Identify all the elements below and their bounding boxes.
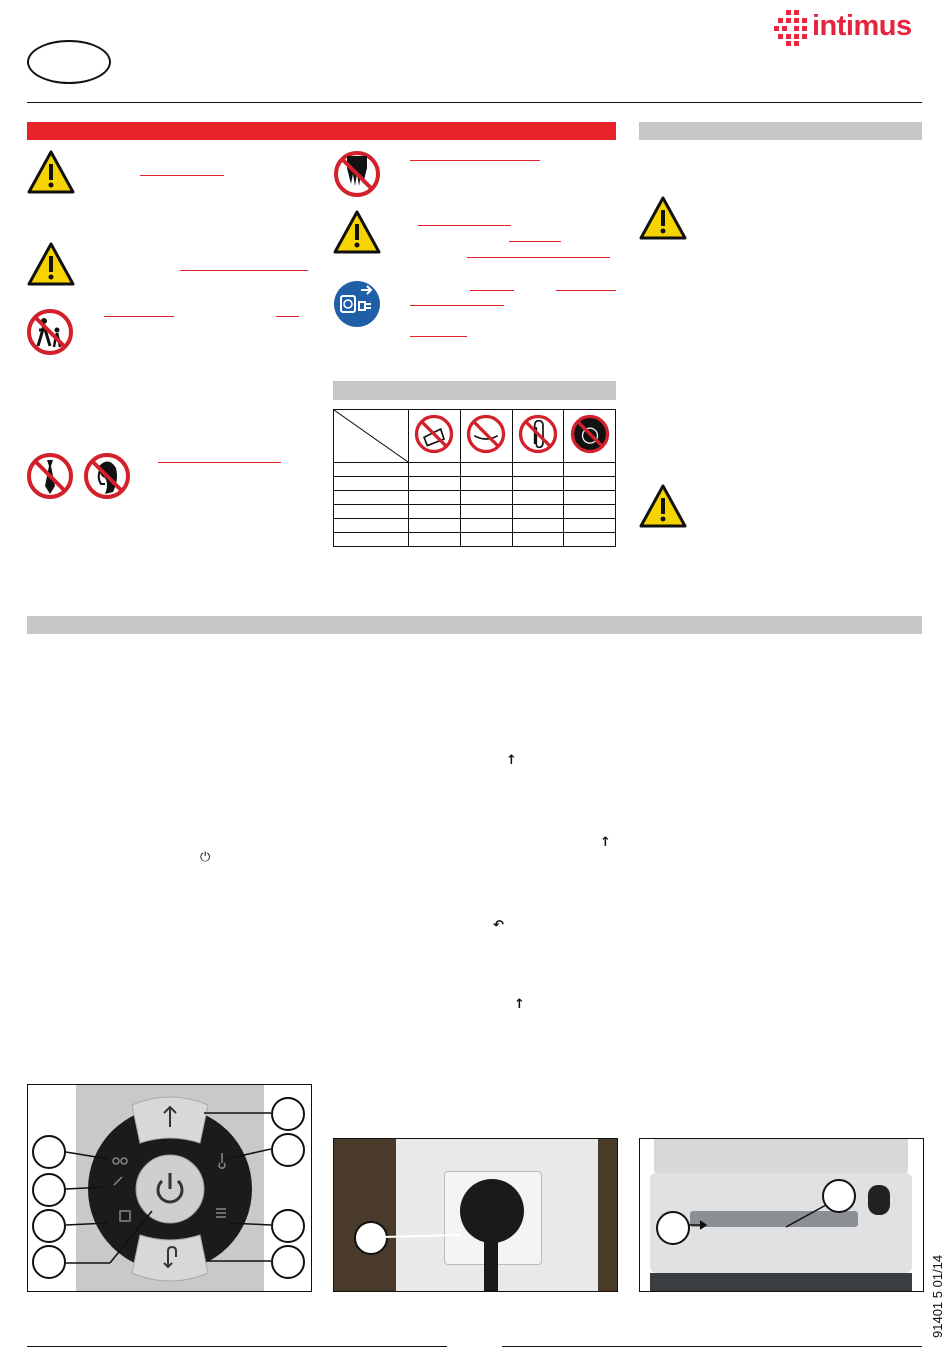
- link-underline: [470, 290, 514, 291]
- link-underline: [410, 160, 540, 161]
- reverse-icon: ↶: [493, 918, 504, 933]
- table-cell: [334, 519, 409, 533]
- no-tie-icon: [26, 452, 74, 500]
- header-rule: [27, 102, 922, 103]
- no-paperclip-icon: [512, 410, 564, 463]
- power-icon: ⏻: [200, 850, 211, 865]
- table-cell: [334, 463, 409, 477]
- link-underline: [180, 270, 308, 271]
- warning-triangle-icon: [27, 150, 75, 194]
- no-long-hair-icon: [83, 452, 131, 500]
- link-underline: [467, 257, 610, 258]
- table-corner-cell: [334, 410, 409, 463]
- link-underline: [410, 305, 504, 306]
- link-underline: [104, 316, 174, 317]
- arrow-up-icon: ↑: [506, 753, 517, 768]
- table-cell: [334, 477, 409, 491]
- warning-triangle-icon: [639, 196, 687, 240]
- link-underline: [418, 225, 511, 226]
- table-cell: [334, 533, 409, 547]
- table-cell: [334, 491, 409, 505]
- warning-triangle-icon: [27, 242, 75, 286]
- footer-rule-left: [27, 1346, 447, 1347]
- warning-triangle-icon: [639, 484, 687, 528]
- unplug-mains-icon: [333, 280, 381, 328]
- intimus-logo: [772, 8, 922, 48]
- link-underline: [276, 316, 299, 317]
- link-underline: [556, 290, 616, 291]
- no-cardboard-icon: [409, 410, 461, 463]
- link-underline: [158, 462, 281, 463]
- link-underline: [410, 336, 467, 337]
- document-code: 91401 5 01/14: [930, 1254, 945, 1338]
- wall-socket-photo: [333, 1138, 618, 1292]
- link-underline: [509, 241, 561, 242]
- operation-section-bar: [27, 616, 922, 634]
- arrow-up-icon: ↑: [600, 835, 611, 850]
- right-section-bar: [639, 122, 922, 140]
- shredder-slot-photo: [639, 1138, 924, 1292]
- safety-section-bar: [27, 122, 616, 140]
- table-cell: [334, 505, 409, 519]
- link-underline: [140, 175, 224, 176]
- material-table: [333, 409, 616, 547]
- control-panel-photo: [27, 1084, 312, 1292]
- language-badge: [27, 40, 111, 84]
- warning-triangle-icon: [333, 210, 381, 254]
- no-hand-in-slot-icon: [333, 150, 381, 198]
- material-section-bar: [333, 381, 616, 400]
- logo-wordmark: intimus: [812, 10, 912, 42]
- no-children-icon: [26, 308, 74, 356]
- no-cd-icon: [564, 410, 616, 463]
- arrow-up-icon: ↑: [514, 997, 525, 1012]
- footer-rule-right: [502, 1346, 922, 1347]
- no-foil-icon: [460, 410, 512, 463]
